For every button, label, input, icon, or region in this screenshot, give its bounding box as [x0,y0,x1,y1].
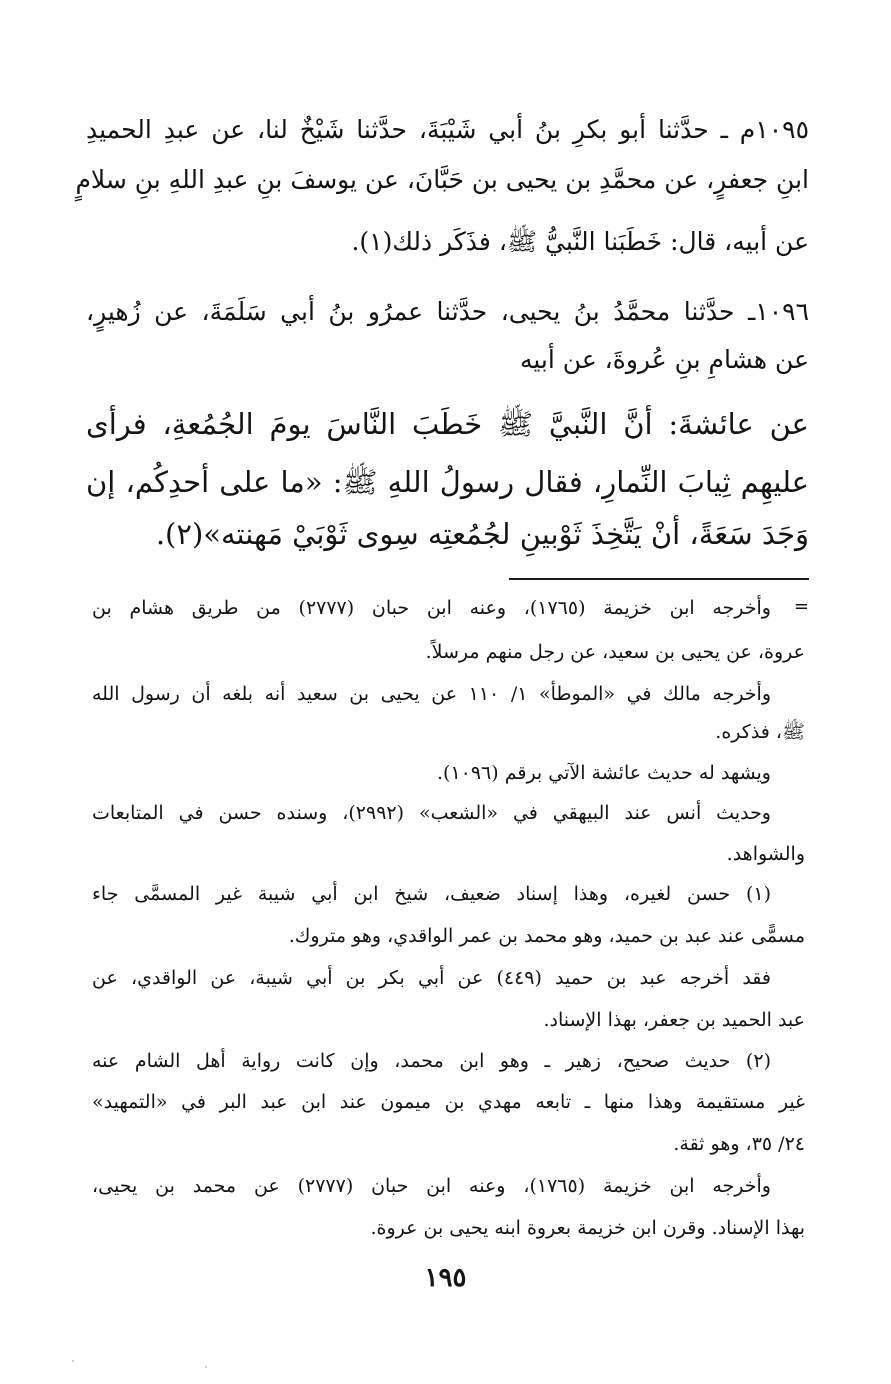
footnote-1-line-1: (١) حسن لغيره، وهذا إسناد ضعيف، شيخ ابن أبي شيبة غير المسمَّى جاء [92,883,771,905]
footnote-0-line-3: وأخرجه مالك في «الموطأ» ١/ ١١٠ عن يحيى بن سعيد أنه بلغه أن رسول الله [92,683,771,705]
footnote-0-line-5: ويشهد له حديث عائشة الآتي برقم (١٠٩٦). [436,762,771,784]
hadith-1096-line-5: وَجَدَ سَعَةً، أنْ يَتَّخِذَ ثَوْبينِ لجُمُعتِه سِوى ثَوْبَيْ مَهنته»(٢). [155,517,809,551]
hadith-1096-line-4: عليهِم ثِيابَ النِّمارِ، فقال رسولُ اللهِ ﷺ: «ما على أحدِكُم، إن [86,465,809,499]
scan-speck [72,1360,74,1362]
hadith-1095-line-2: ابنِ جعفرٍ، عن محمَّدِ بن يحيى بن حَبَّانَ، عن يوسفَ بنِ عبدِ اللهِ بنِ سلامٍ [75,165,809,194]
footnote-1-line-3: فقد أخرجه عبد بن حميد (٤٤٩) عن أبي بكر بن أبي شيبة، عن الواقدي، عن [92,967,771,989]
scan-speck [205,1366,207,1368]
footnote-0-line-2: عروة، عن يحيى بن سعيد، عن رجل منهم مرسلاً. [425,641,805,663]
footnote-1-line-4: عبد الحميد بن جعفر، بهذا الإسناد. [543,1009,805,1031]
footnote-0-line-6: وحديث أنس عند البيهقي في «الشعب» (٢٩٩٢)، وسنده حسن في المتابعات [92,802,771,824]
hadith-1096-line-3: عن عائشةَ: أنَّ النَّبيَّ ﷺ خَطَبَ النَّاسَ يومَ الجُمُعةِ، فرأى [86,407,809,441]
footnote-0-line-4: ﷺ، فذكره. [715,721,805,743]
footnote-2-line-3: ٢٤/ ٣٥، وهو ثقة. [673,1133,805,1155]
hadith-1096-line-1: ١٠٩٦ـ حدَّثنا محمَّدُ بنُ يحيى، حدَّثنا عمرُو بنُ أبي سَلَمَةَ، عن زُهيرٍ، [86,297,809,326]
footnote-2-line-5: بهذا الإسناد. وقرن ابن خزيمة بعروة ابنه يحيى بن عروة. [370,1217,805,1239]
footnote-separator [509,578,809,580]
hadith-1095-line-1: ١٠٩٥م ـ حدَّثنا أبو بكرِ بنُ أبي شَيْبَةَ، حدَّثنا شَيْخٌ لنا، عن عبدِ الحميدِ [86,115,809,144]
footnote-1-line-2: مسمًّى عند عبد بن حميد، وهو محمد بن عمر الواقدي، وهو متروك. [288,925,805,947]
footnote-2-line-1: (٢) حديث صحيح، زهير ـ وهو ابن محمد، وإن كانت رواية أهل الشام عنه [92,1050,771,1072]
hadith-1095-line-3: عن أبيه، قال: خَطَبَنا النَّبيُّ ﷺ، فذَكَر ذلك(١). [351,227,809,256]
footnote-0-line-1: وأخرجه ابن خزيمة (١٧٦٥)، وعنه ابن حبان (٢٧٧٧) من طريق هشام بن [92,597,771,619]
footnote-2-line-4: وأخرجه ابن خزيمة (١٧٦٥)، وعنه ابن حبان (٢٧٧٧) عن محمد بن يحيى، [92,1175,771,1197]
footnote-0-line-7: والشواهد. [726,843,805,865]
page-number: ١٩٥ [424,1263,467,1293]
footnote-continuation-mark: = [793,596,809,617]
hadith-1096-line-2: عن هشامِ بنِ عُروةَ، عن أبيه [519,345,809,374]
footnote-2-line-2: غير مستقيمة وهذا منها ـ تابعه مهدي بن ميمون عند ابن عبد البر في «التمهيد» [92,1091,805,1113]
